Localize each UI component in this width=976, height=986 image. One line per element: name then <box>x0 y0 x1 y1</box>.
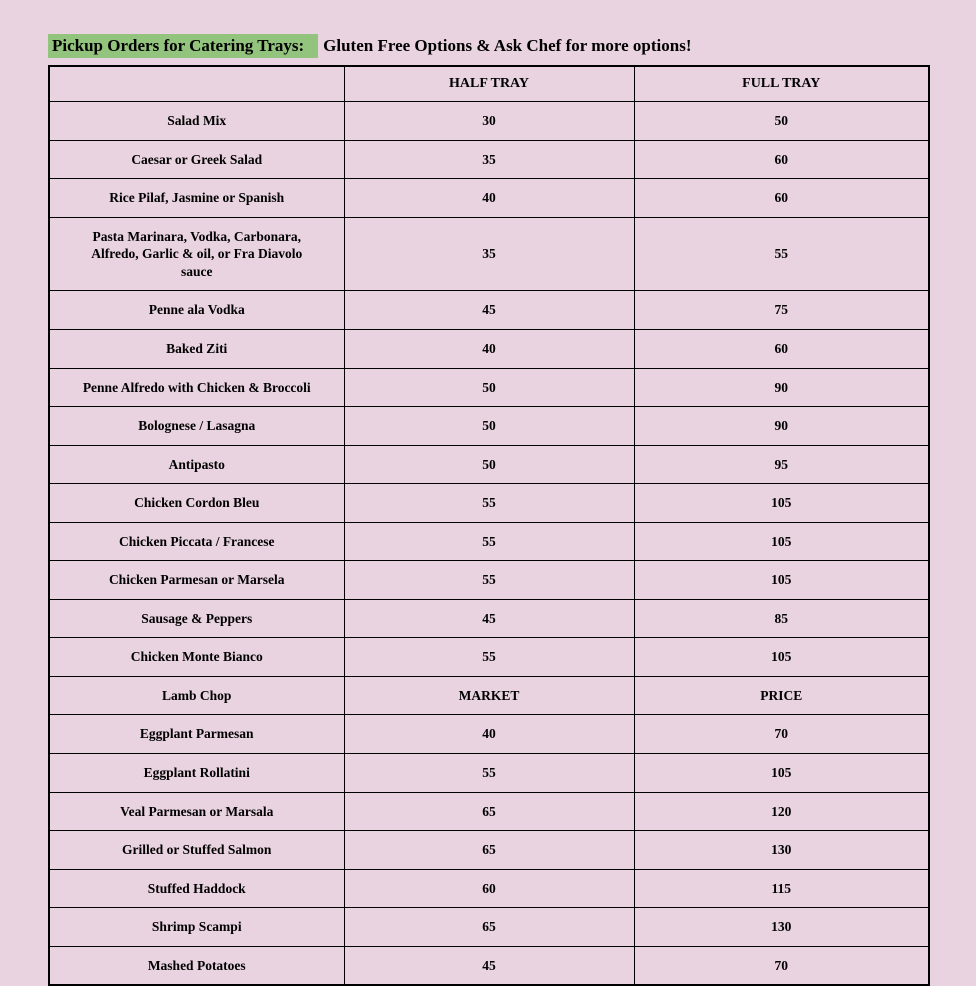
page-title <box>48 36 928 56</box>
table-row <box>49 291 929 330</box>
item-cell: Salad Mix <box>49 102 344 141</box>
table-row <box>49 715 929 754</box>
half-tray-cell: 50 <box>344 445 634 484</box>
full-tray-cell: 70 <box>634 715 929 754</box>
item-column-header <box>49 66 344 102</box>
table-row <box>49 102 929 141</box>
table-row <box>49 831 929 870</box>
full-tray-cell: 60 <box>634 140 929 179</box>
half-tray-cell: 55 <box>344 561 634 600</box>
full-tray-cell: 90 <box>634 368 929 407</box>
full-tray-cell: 75 <box>634 291 929 330</box>
item-cell: Lamb Chop <box>49 676 344 715</box>
full-tray-cell: 130 <box>634 908 929 947</box>
full-tray-cell: 70 <box>634 946 929 985</box>
full-tray-cell: 105 <box>634 484 929 523</box>
table-row <box>49 599 929 638</box>
half-tray-cell: 40 <box>344 715 634 754</box>
table-row <box>49 908 929 947</box>
table-row <box>49 445 929 484</box>
table-row <box>49 869 929 908</box>
full-tray-cell: 90 <box>634 407 929 446</box>
half-tray-cell: 45 <box>344 599 634 638</box>
table-row <box>49 754 929 793</box>
item-cell: Bolognese / Lasagna <box>49 407 344 446</box>
half-tray-cell: 35 <box>344 140 634 179</box>
item-cell: Pasta Marinara, Vodka, Carbonara, Alfredo, Garlic & oil, or Fra Diavolo sauce <box>49 217 344 291</box>
full-tray-cell: PRICE <box>634 676 929 715</box>
half-tray-cell: 40 <box>344 179 634 218</box>
half-tray-cell: 65 <box>344 792 634 831</box>
item-cell: Caesar or Greek Salad <box>49 140 344 179</box>
full-tray-cell: 85 <box>634 599 929 638</box>
item-cell: Antipasto <box>49 445 344 484</box>
table-row <box>49 792 929 831</box>
item-cell: Baked Ziti <box>49 330 344 369</box>
table-row <box>49 217 929 291</box>
table-row <box>49 330 929 369</box>
menu-table-body <box>49 102 929 986</box>
half-tray-cell: 55 <box>344 484 634 523</box>
half-tray-cell: 45 <box>344 946 634 985</box>
item-cell: Penne Alfredo with Chicken & Broccoli <box>49 368 344 407</box>
item-cell: Mashed Potatoes <box>49 946 344 985</box>
full-tray-cell: 55 <box>634 217 929 291</box>
half-tray-cell: 45 <box>344 291 634 330</box>
item-cell: Stuffed Haddock <box>49 869 344 908</box>
half-tray-cell: 65 <box>344 908 634 947</box>
full-tray-cell: 95 <box>634 445 929 484</box>
table-header-row <box>49 66 929 102</box>
item-cell: Chicken Monte Bianco <box>49 638 344 677</box>
table-row <box>49 561 929 600</box>
full-tray-cell: 120 <box>634 792 929 831</box>
table-row <box>49 140 929 179</box>
table-row <box>49 638 929 677</box>
table-row <box>49 946 929 985</box>
full-tray-cell: 60 <box>634 330 929 369</box>
full-tray-cell: 50 <box>634 102 929 141</box>
full-tray-cell: 105 <box>634 754 929 793</box>
half-tray-cell: MARKET <box>344 676 634 715</box>
item-cell: Shrimp Scampi <box>49 908 344 947</box>
half-tray-cell: 30 <box>344 102 634 141</box>
item-cell: Chicken Piccata / Francese <box>49 522 344 561</box>
half-tray-cell: 55 <box>344 522 634 561</box>
full-tray-cell: 115 <box>634 869 929 908</box>
half-tray-cell: 50 <box>344 407 634 446</box>
table-row <box>49 368 929 407</box>
full-tray-cell: 130 <box>634 831 929 870</box>
half-tray-cell: 55 <box>344 754 634 793</box>
item-cell: Veal Parmesan or Marsala <box>49 792 344 831</box>
half-tray-cell: 50 <box>344 368 634 407</box>
full-tray-column-header: FULL TRAY <box>634 66 929 102</box>
title-subtitle: Gluten Free Options & Ask Chef for more options! <box>323 36 692 55</box>
table-row <box>49 179 929 218</box>
half-tray-cell: 55 <box>344 638 634 677</box>
full-tray-cell: 105 <box>634 522 929 561</box>
table-row <box>49 484 929 523</box>
item-cell: Penne ala Vodka <box>49 291 344 330</box>
table-row <box>49 676 929 715</box>
item-cell: Chicken Cordon Bleu <box>49 484 344 523</box>
half-tray-cell: 35 <box>344 217 634 291</box>
item-cell: Sausage & Peppers <box>49 599 344 638</box>
table-row <box>49 522 929 561</box>
highlighted-title: Pickup Orders for Catering Trays: <box>48 34 318 58</box>
item-cell: Rice Pilaf, Jasmine or Spanish <box>49 179 344 218</box>
half-tray-cell: 40 <box>344 330 634 369</box>
catering-tray-table <box>48 65 930 986</box>
half-tray-cell: 60 <box>344 869 634 908</box>
item-cell: Eggplant Rollatini <box>49 754 344 793</box>
item-cell: Chicken Parmesan or Marsela <box>49 561 344 600</box>
half-tray-cell: 65 <box>344 831 634 870</box>
full-tray-cell: 105 <box>634 638 929 677</box>
full-tray-cell: 60 <box>634 179 929 218</box>
full-tray-cell: 105 <box>634 561 929 600</box>
half-tray-column-header: HALF TRAY <box>344 66 634 102</box>
item-cell: Grilled or Stuffed Salmon <box>49 831 344 870</box>
item-cell: Eggplant Parmesan <box>49 715 344 754</box>
table-row <box>49 407 929 446</box>
